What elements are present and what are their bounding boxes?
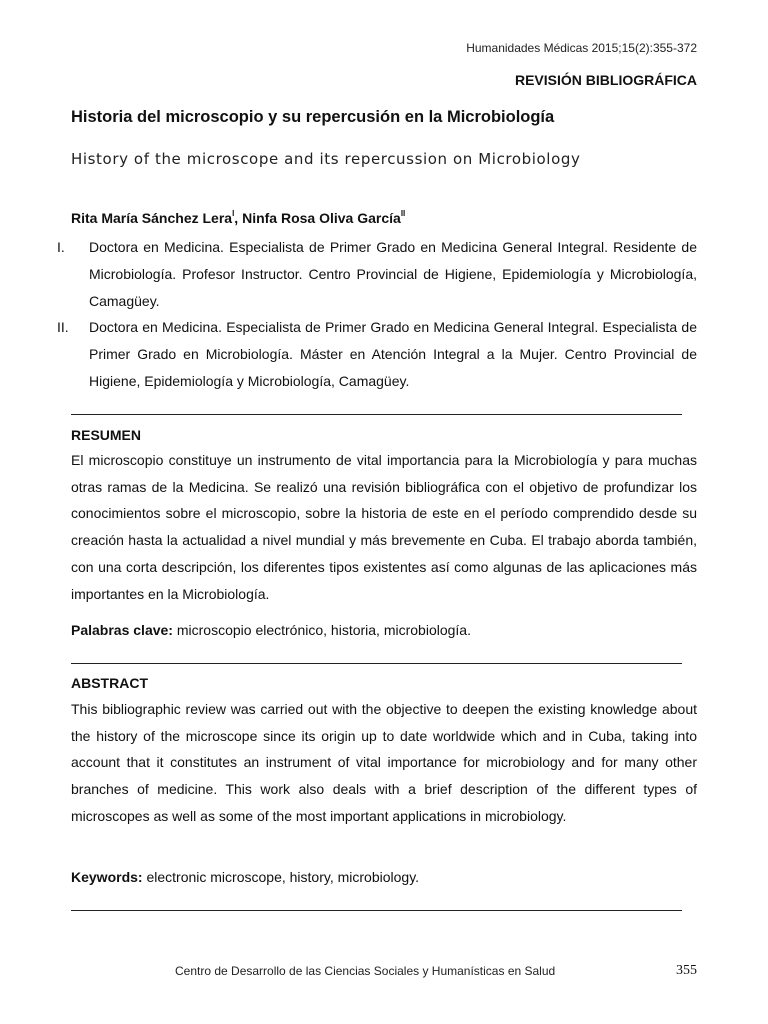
abstract-heading: ABSTRACT — [71, 675, 148, 691]
affiliation-text: Doctora en Medicina. Especialista de Primer Grado en Medicina General Integral. Especialista de Primer Grado en Microbiología. Máster en Atención Integral a la Mujer. Centro Provincial de Higiene, Epidemiología y Microbiología, Camagüey. — [89, 319, 697, 389]
palabras-clave-values: microscopio electrónico, historia, microbiología. — [172, 622, 471, 638]
author-list — [71, 209, 405, 226]
author-1: Rita María Sánchez Lera — [71, 210, 233, 226]
resumen-text: El microscopio constituye un instrumento de vital importancia para la Microbiología y para muchas otras ramas de la Medicina. Se realizó una revisión bibliográfica con el objetivo de profundizar los conocimientos sobre el microscopio, sobre la historia de este en el período comprendido desde su creación hasta la actualidad a nivel mundial y más brevemente en Cuba. El trabajo aborda también, con una corta descripción, los diferentes tipos existentes así como algunas de las aplicaciones más importantes en la Microbiología. — [71, 452, 697, 602]
keywords — [71, 869, 419, 885]
author-2: Ninfa Rosa Oliva García — [242, 210, 401, 226]
author-1-affiliation-mark: I — [232, 209, 235, 218]
divider — [71, 414, 682, 415]
affiliation-text: Doctora en Medicina. Especialista de Primer Grado en Medicina General Integral. Residente de Microbiología. Profesor Instructor. Centro Provincial de Higiene, Epidemiología y Microbiología, Camagüey. — [89, 239, 697, 309]
abstract-text: This bibliographic review was carried out with the objective to deepen the existing knowledge about the history of the microscope since its origin up to date worldwide which and in Cuba, taking into account that it constitutes an instrument of vital importance for microbiology and for many other branches of medicine. This work also deals with a brief description of the different types of microscopes as well as some of the most important applications in microbiology. — [71, 701, 697, 824]
author-separator: , — [234, 210, 243, 226]
affiliation-number: II. — [57, 319, 69, 335]
palabras-clave-label: Palabras clave: — [71, 622, 173, 638]
resumen-heading: RESUMEN — [71, 427, 142, 443]
affiliation-number: I. — [57, 239, 65, 255]
palabras-clave — [71, 622, 471, 638]
keywords-values: electronic microscope, history, microbiology. — [142, 869, 420, 885]
journal-citation: Humanidades Médicas 2015;15(2):355-372 — [466, 41, 697, 55]
article-title-english: History of the microscope and its repercussion on Microbiology — [71, 150, 581, 168]
page-number: 355 — [676, 963, 697, 978]
affiliation-2 — [57, 314, 697, 395]
keywords-label: Keywords: — [71, 869, 143, 885]
divider — [71, 663, 682, 664]
article-title-spanish: Historia del microscopio y su repercusión en la Microbiología — [71, 108, 555, 126]
divider — [71, 910, 682, 911]
section-type-label: REVISIÓN BIBLIOGRÁFICA — [514, 72, 697, 88]
author-2-affiliation-mark: II — [400, 209, 406, 218]
footer-institution: Centro de Desarrollo de las Ciencias Sociales y Humanísticas en Salud — [175, 964, 556, 978]
affiliation-1 — [57, 234, 697, 315]
